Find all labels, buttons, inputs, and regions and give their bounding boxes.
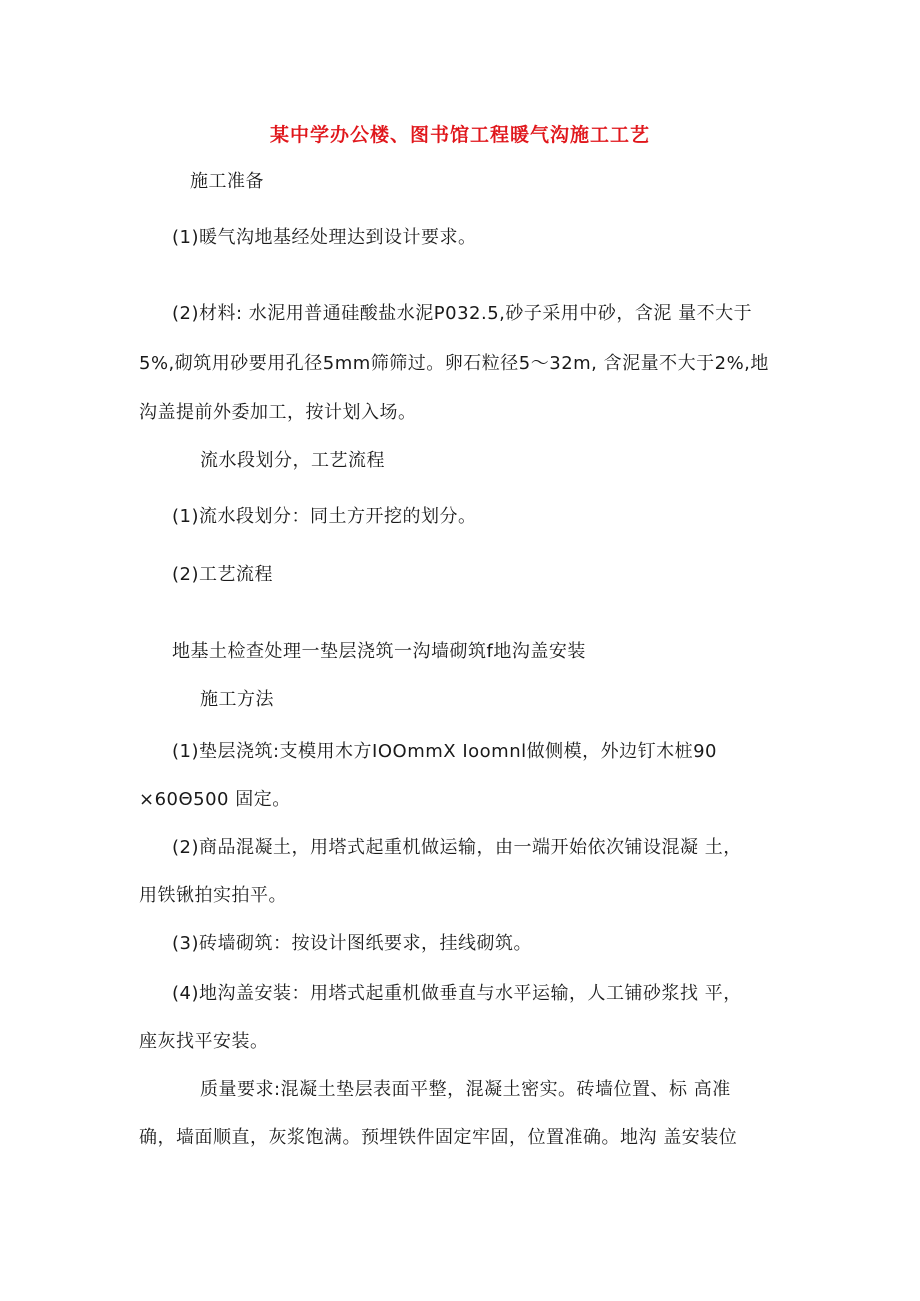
paragraph-line: 座灰找平安装。 — [139, 1031, 269, 1052]
paragraph-line: (2)商品混凝土，用塔式起重机做运输，由一端开始依次铺设混凝 土， — [172, 837, 742, 858]
paragraph-line: (1)垫层浇筑:支模用木方IOOmmX Ioomnl做侧模，外边钉木桩90 — [172, 741, 718, 762]
heading-construction-preparation: 施工准备 — [190, 171, 264, 192]
document-title: 某中学办公楼、图书馆工程暖气沟施工工艺 — [269, 124, 650, 146]
heading-flow-sections: 流水段划分，工艺流程 — [200, 450, 385, 471]
process-flow-line: 地基土检查处理一垫层浇筑一沟墙砌筑f地沟盖安装 — [172, 641, 586, 662]
paragraph-line: (2)材料: 水泥用普通硅酸盐水泥P032.5,砂子采用中砂，含泥 量不大于 — [172, 303, 753, 324]
paragraph-line: 确，墙面顺直，灰浆饱满。预埋铁件固定牢固，位置准确。地沟 盖安装位 — [139, 1127, 738, 1148]
paragraph-line: 用铁锹拍实拍平。 — [139, 885, 287, 906]
paragraph-line: (1)暖气沟地基经处理达到设计要求。 — [172, 227, 477, 248]
heading-construction-method: 施工方法 — [200, 689, 274, 710]
paragraph-line: 5%,砌筑用砂要用孔径5mm筛筛过。卵石粒径5～32m, 含泥量不大于2%,地 — [139, 353, 769, 374]
paragraph-line: (2)工艺流程 — [172, 564, 273, 585]
paragraph-line: (3)砖墙砌筑：按设计图纸要求，挂线砌筑。 — [172, 933, 532, 954]
paragraph-line: ×60Θ500 固定。 — [139, 789, 291, 810]
paragraph-line: 沟盖提前外委加工，按计划入场。 — [139, 402, 417, 423]
paragraph-quality-requirements: 质量要求:混凝土垫层表面平整，混凝土密实。砖墙位置、标 高准 — [200, 1079, 731, 1100]
paragraph-line: (1)流水段划分：同土方开挖的划分。 — [172, 506, 477, 527]
paragraph-line: (4)地沟盖安装：用塔式起重机做垂直与水平运输，人工铺砂浆找 平， — [172, 983, 742, 1004]
